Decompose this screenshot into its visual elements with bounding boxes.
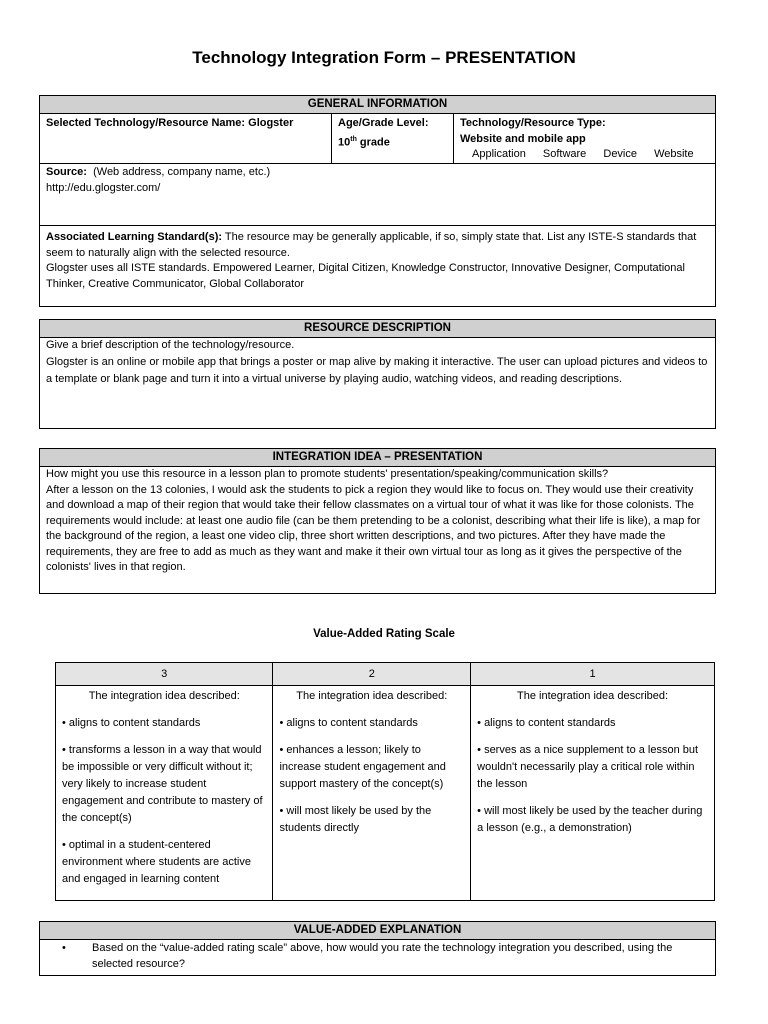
resource-description-header: RESOURCE DESCRIPTION bbox=[40, 320, 715, 338]
bullet-icon: • bbox=[62, 942, 66, 954]
learning-standards-field bbox=[40, 226, 715, 294]
criteria-item: • will most likely be used by the students directly bbox=[279, 805, 432, 834]
resource-description-section bbox=[39, 319, 716, 429]
source-value: http://edu.glogster.com/ bbox=[46, 181, 161, 194]
type-option-software[interactable]: Software bbox=[542, 148, 587, 160]
source-field bbox=[40, 164, 715, 226]
score-3-header: 3 bbox=[56, 663, 273, 686]
criteria-item: • will most likely be used by the teacher during a lesson (e.g., a demonstration) bbox=[477, 805, 703, 834]
criteria-item: • serves as a nice supplement to a lesson but wouldn't necessarily play a critical role within the lesson bbox=[477, 744, 699, 790]
type-option-website[interactable]: Website bbox=[654, 148, 694, 160]
source-label: Source: bbox=[46, 166, 87, 178]
type-option-application[interactable]: Application bbox=[472, 148, 526, 160]
integration-idea-prompt: How might you use this resource in a lesson plan to promote students' presentation/speaking/communication skills? bbox=[46, 468, 609, 480]
general-info-row bbox=[40, 114, 715, 164]
rating-scale-table bbox=[55, 662, 715, 901]
resource-description-body bbox=[40, 338, 715, 390]
value-added-explanation-section bbox=[39, 921, 716, 976]
rating-scale-header-row bbox=[56, 663, 715, 686]
score-3-criteria bbox=[56, 686, 273, 901]
standards-prompt bbox=[46, 230, 709, 261]
score-1-header: 1 bbox=[471, 663, 715, 686]
general-information-section bbox=[39, 95, 716, 307]
resource-description-text: Glogster is an online or mobile app that brings a poster or map alive by making it interactive. The user can upload pictures and videos to a template or blank page and turn it into a virtual universe by playing audio, watching videos, and reading descriptions. bbox=[46, 355, 708, 385]
type-option-device[interactable]: Device bbox=[603, 148, 637, 160]
criteria-item: • enhances a lesson; likely to increase student engagement and support mastery of the concept(s) bbox=[279, 744, 446, 790]
age-grade-value bbox=[338, 132, 447, 151]
standards-value: Glogster uses all ISTE standards. Empowered Learner, Digital Citizen, Knowledge Constructor, Innovative Designer, Computational Thinker, Creative Communicator, Global Collaborator bbox=[46, 262, 685, 290]
criteria-item: • aligns to content standards bbox=[279, 717, 418, 729]
resource-type-value: Website and mobile app bbox=[460, 132, 586, 145]
age-grade-field bbox=[332, 114, 454, 163]
criteria-item: • aligns to content standards bbox=[477, 717, 616, 729]
score-1-criteria bbox=[471, 686, 715, 901]
resource-type-field bbox=[454, 114, 715, 163]
page-title: Technology Integration Form – PRESENTATION bbox=[192, 48, 576, 67]
value-added-question bbox=[40, 940, 715, 974]
integration-idea-text: After a lesson on the 13 colonies, I would ask the students to pick a region they would like to focus on. They would use their creativity and download a map of their region that would take their fellow classmates on a virtual tour of what it was like for those colonists. The requirements would include: at least one audio file (can be them pretending to be a colonist, describing what their life is like), a map for the background of the region, a least one video clip, three short written descriptions, and two pictures. After they have made the requirements, they are free to add as much as they want and make it their own virtual tour as long as it gives the perspective of the colonists' lives in that region. bbox=[46, 483, 701, 573]
integration-idea-body bbox=[40, 467, 715, 578]
age-grade-ordinal: th bbox=[350, 135, 357, 143]
standards-label: Associated Learning Standard(s): bbox=[46, 231, 223, 243]
source-hint: (Web address, company name, etc.) bbox=[93, 166, 271, 178]
integration-idea-header: INTEGRATION IDEA – PRESENTATION bbox=[40, 449, 715, 467]
resource-description-prompt: Give a brief description of the technology/resource. bbox=[46, 339, 295, 351]
score-2-criteria bbox=[273, 686, 471, 901]
integration-idea-section bbox=[39, 448, 716, 594]
criteria-intro: The integration idea described: bbox=[296, 690, 448, 702]
age-grade-label: Age/Grade Level: bbox=[338, 117, 429, 129]
criteria-intro: The integration idea described: bbox=[517, 690, 669, 702]
value-added-question-text: Based on the “value-added rating scale” above, how would you rate the technology integration you described, using the selected resource? bbox=[92, 942, 673, 970]
rating-scale-body-row bbox=[56, 686, 715, 901]
general-information-header: GENERAL INFORMATION bbox=[40, 96, 715, 114]
source-label-line bbox=[46, 165, 709, 181]
criteria-item: • transforms a lesson in a way that would be impossible or very difficult without it; very likely to increase student engagement and contribute to mastery of the concept(s) bbox=[62, 744, 263, 824]
criteria-intro: The integration idea described: bbox=[88, 690, 240, 702]
value-added-explanation-header: VALUE-ADDED EXPLANATION bbox=[40, 922, 715, 940]
criteria-item: • aligns to content standards bbox=[62, 717, 201, 729]
age-grade-number: 10 bbox=[338, 136, 351, 149]
standards-hint: The resource may be generally applicable, if so, simply state that. List any ISTE-S standards that seem to naturally align with the selected resource. bbox=[46, 231, 697, 259]
age-grade-suffix: grade bbox=[356, 136, 390, 149]
score-2-header: 2 bbox=[273, 663, 471, 686]
rating-scale-title: Value-Added Rating Scale bbox=[313, 628, 455, 640]
criteria-item: • optimal in a student-centered environment where students are active and engaged in learning content bbox=[62, 839, 251, 885]
resource-type-label: Technology/Resource Type: bbox=[460, 117, 606, 129]
resource-name-field: Selected Technology/Resource Name: Glogster bbox=[40, 114, 332, 163]
resource-type-options bbox=[460, 147, 709, 163]
